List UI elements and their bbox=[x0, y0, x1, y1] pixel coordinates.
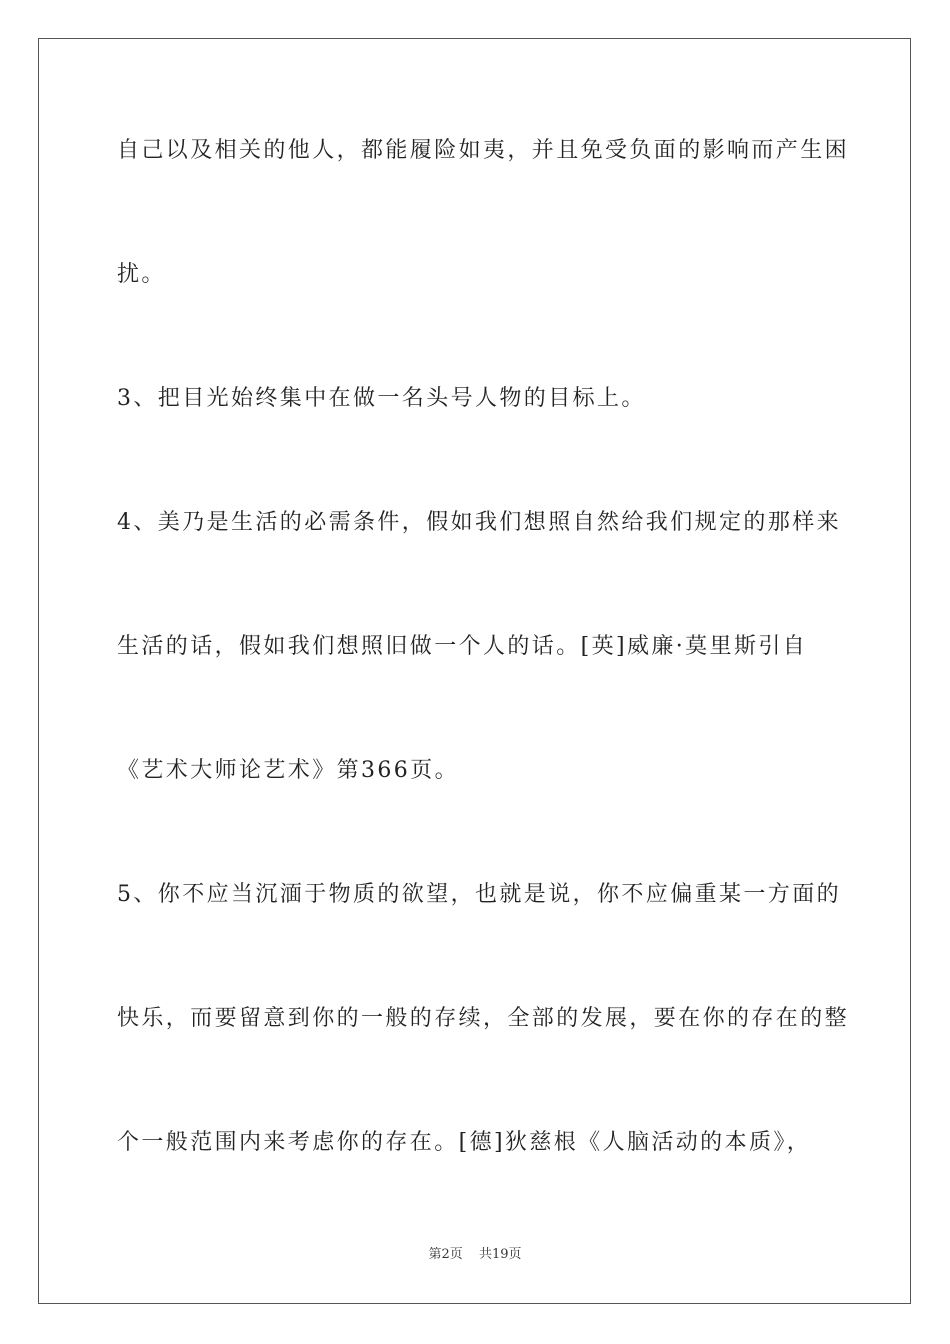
page-number: 第2页 bbox=[428, 1247, 463, 1262]
text-line: 快乐，而要留意到你的一般的存续，全部的发展，要在你的存在的整 bbox=[117, 1006, 850, 1031]
text-line: 生活的话，假如我们想照旧做一个人的话。[英]威廉·莫里斯引自 bbox=[117, 634, 808, 659]
text-line: 个一般范围内来考虑你的存在。[德]狄慈根《人脑活动的本质》， bbox=[117, 1130, 812, 1155]
text-line: 《艺术大师论艺术》第366页。 bbox=[117, 758, 459, 783]
page-border bbox=[38, 38, 911, 1304]
text-line: 5、你不应当沉湎于物质的欲望，也就是说，你不应偏重某一方面的 bbox=[117, 882, 841, 907]
text-line: 自己以及相关的他人，都能履险如夷，并且免受负面的影响而产生困 bbox=[117, 138, 850, 163]
page-total: 共19页 bbox=[478, 1247, 522, 1262]
text-line: 3、把目光始终集中在做一名头号人物的目标上。 bbox=[117, 386, 646, 411]
text-line: 扰。 bbox=[117, 262, 166, 287]
text-line: 4、美乃是生活的必需条件，假如我们想照自然给我们规定的那样来 bbox=[117, 510, 841, 535]
page-footer bbox=[0, 1246, 950, 1264]
